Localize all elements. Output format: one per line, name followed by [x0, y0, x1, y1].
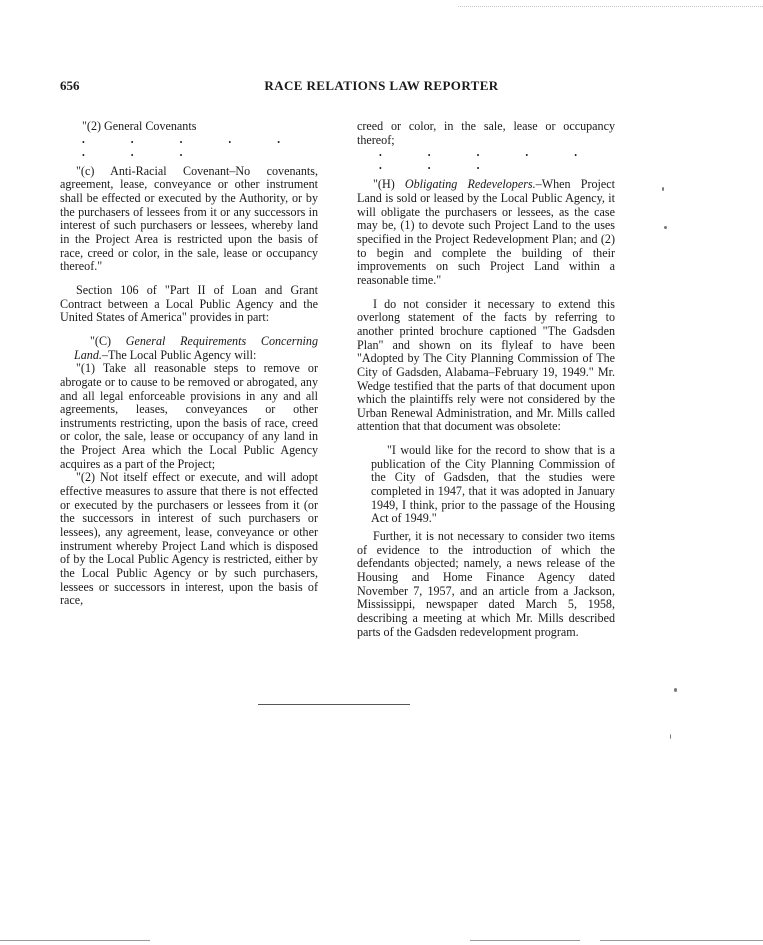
ellipsis-stars: • • • • • • • •: [379, 151, 600, 174]
page-number: 656: [60, 78, 80, 93]
clause-title: Obligating Redevelopers.: [404, 177, 536, 192]
paragraph-clause-1: "(1) Take all reasonable steps to remove or abrogate or to cause to be removed or abrogated, any and all legal enforceable provisions in any and all agreements, leases, conveyances or other instruments restricting, upon the basis of race, creed or color, the sale, lease or occupancy of any land in the Project Area which the Local Public Agency acquires as a part of the Project;: [60, 361, 318, 471]
paragraph-continuation: creed or color, in the sale, lease or occupancy thereof;: [357, 119, 615, 147]
ellipsis-stars: • • • • • • • •: [82, 137, 303, 160]
scan-speck: [674, 688, 677, 692]
scan-speck: [664, 226, 667, 229]
quoted-testimony: "I would like for the record to show that is a publication of the City Planning Commission of the City of Gadsden, that the studies were completed in 1947, that it was adopted in January 1949, I think, prior to the passage of the Housing Act of 1949.": [371, 443, 615, 526]
scan-edge-rule: [458, 6, 763, 7]
paragraph-obligating-redevelopers: [357, 178, 615, 287]
clause-text: –When Project Land is sold or leased by the Local Public Agency, it will obligate the purchasers or lessees, as the case may be, (1) to devote such Project Land to the uses specified in the Project Redevelopment Plan; and (2) to begin and complete the building of their improvements on such Project Land within a reasonable time.": [357, 177, 616, 287]
clause-text: Anti-Racial Covenant–No covenants, agreement, lease, conveyance or other instrument shall be effected or executed by the Authority, or by the purchasers of lessees from it or any successors in interest of such purchasers or lessees, whereby land in the Project Area is restricted upon the basis of race, creed or color, in the sale, lease or occupancy thereof.": [60, 163, 318, 274]
scan-edge-line: [600, 940, 763, 941]
right-column: [357, 120, 615, 639]
scan-speck: [670, 734, 671, 739]
running-header: RACE RELATIONS LAW REPORTER: [264, 78, 499, 93]
paragraph-section-106: Section 106 of "Part II of Loan and Grant Contract between a Local Public Agency and the United States of America" provides in part:: [60, 282, 318, 325]
scan-edge-line: [470, 940, 580, 941]
paragraph-further-evidence: Further, it is not necessary to consider two items of evidence to the introduction of which the defendants objected; namely, a news release of the Housing and Home Finance Agency dated November 7, 1957, and an article from a Jackson, Mississippi, newspaper dated March 5, 1958, describing a meeting at which Mr. Mills described parts of the Gadsden redevelopment program.: [357, 529, 615, 639]
clause-title: General Requirements Concerning Land.: [74, 333, 318, 362]
clause-label: "(C): [90, 333, 126, 348]
clause-label: "(c): [76, 163, 111, 178]
clause-label: "(H): [373, 177, 405, 192]
scan-speck: [662, 187, 664, 191]
scan-edge-line: [0, 940, 150, 941]
paragraph-gadsden-plan: I do not consider it necessary to extend this overlong statement of the facts by referring to another printed brochure captioned "The Gadsden Plan" and shown on its flyleaf to have been "Adopted by The City Planning Commission of The City of Gadsden, Alabama–February 19, 1949." Mr. Wedge testified that the parts of that document upon which the plaintiffs rely were not considered by the Urban Renewal Administration, and Mr. Mills called attention that that document was obsolete:: [357, 296, 615, 434]
section-heading: "(2) General Covenants: [82, 119, 197, 133]
paragraph-general-requirements: [74, 335, 318, 362]
paragraph-clause-2: "(2) Not itself effect or execute, and will adopt effective measures to assure that there is not effected or executed by the purchasers or lessees from it (or the successors in interest of such purchasers or lessees), any agreement, lease, conveyance or other instrument whereby Project Land which is disposed of by the Local Public Agency is restricted, either by the Local Public Agency or by such purchasers, lessees or successors in interest, upon the basis of race,: [60, 470, 318, 608]
footnote-rule: [258, 704, 410, 705]
left-column: [60, 120, 318, 608]
paragraph-anti-racial-covenant: [60, 165, 318, 274]
clause-text: –The Local Public Agency will:: [101, 347, 257, 362]
